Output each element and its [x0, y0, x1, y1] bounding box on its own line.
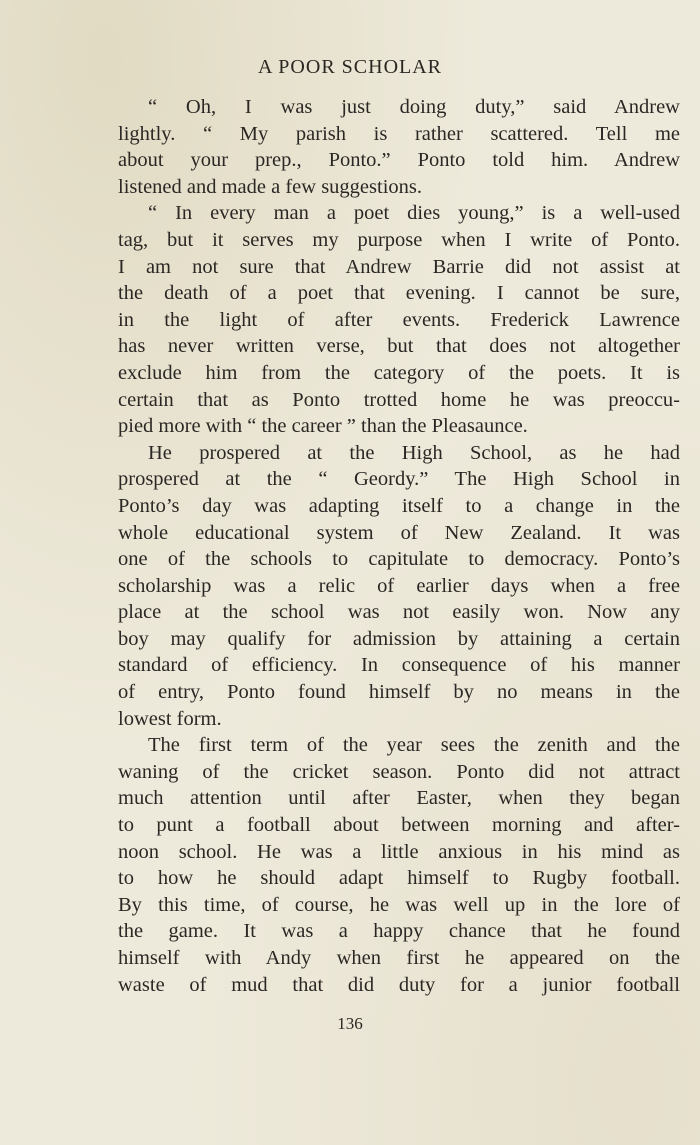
text-line: prospered at the “ Geordy.” The High School in — [118, 468, 680, 491]
text-line: boy may qualify for admission by attaining a certain — [118, 627, 680, 650]
text-line: the death of a poet that evening. I cannot be sure, — [118, 282, 680, 305]
text-line: tag, but it serves my purpose when I write of Ponto. — [118, 228, 680, 251]
text-line: in the light of after events. Frederick Lawrence — [118, 308, 680, 331]
text-line: much attention until after Easter, when they began — [118, 787, 680, 810]
text-line: By this time, of course, he was well up in the lore of — [118, 893, 680, 916]
text-line: about your prep., Ponto.” Ponto told him. Andrew — [118, 149, 680, 172]
running-head: A POOR SCHOLAR — [257, 56, 443, 78]
text-line: lowest form. — [118, 707, 222, 730]
text-line: himself with Andy when first he appeared on the — [118, 947, 680, 969]
text-line: The first term of the year sees the zenith and the — [148, 734, 680, 757]
page-number: 136 — [337, 1014, 363, 1033]
text-line: whole educational system of New Zealand. It was — [118, 521, 680, 544]
text-line: He prospered at the High School, as he had — [148, 441, 680, 464]
text-line: I am not sure that Andrew Barrie did not assist at — [118, 255, 680, 278]
text-line: waste of mud that did duty for a junior football — [118, 973, 680, 996]
text-line: noon school. He was a little anxious in his mind as — [118, 840, 680, 863]
text-line: Ponto’s day was adapting itself to a change in the — [118, 494, 680, 517]
text-line: listened and made a few suggestions. — [118, 175, 423, 198]
text-line: lightly. “ My parish is rather scattered. Tell me — [118, 122, 680, 145]
text-line: of entry, Ponto found himself by no means in the — [118, 681, 680, 704]
text-line: waning of the cricket season. Ponto did not attract — [118, 760, 680, 783]
text-line: one of the schools to capitulate to democracy. Ponto’s — [118, 548, 680, 571]
text-line: exclude him from the category of the poets. It is — [118, 361, 680, 384]
body-text — [118, 94, 680, 998]
text-line: to how he should adapt himself to Rugby football. — [118, 867, 680, 890]
text-line: “ Oh, I was just doing duty,” said Andrew — [148, 96, 680, 118]
text-line: to punt a football about between morning and after- — [118, 814, 680, 837]
text-line: place at the school was not easily won. Now any — [118, 601, 680, 624]
text-line: has never written verse, but that does not altogether — [118, 335, 680, 358]
text-line: the game. It was a happy chance that he found — [118, 920, 680, 943]
text-line: pied more with “ the career ” than the Pleasaunce. — [118, 415, 528, 438]
text-line: standard of efficiency. In consequence of his manner — [118, 654, 680, 677]
text-line: scholarship was a relic of earlier days when a free — [118, 574, 680, 597]
text-line: certain that as Ponto trotted home he was preoccu- — [118, 388, 680, 411]
text-line: “ In every man a poet dies young,” is a well-used — [148, 202, 680, 225]
